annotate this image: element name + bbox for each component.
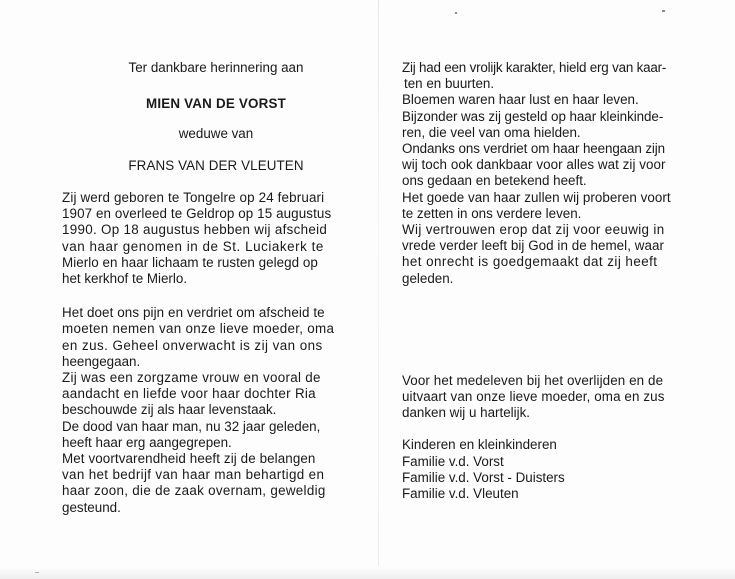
text-line: het onrecht is goedgemaakt dat zij heeft xyxy=(402,254,658,270)
text-line: vrede verder leeft bij God in de hemel, waar xyxy=(402,238,664,254)
text-line: 1907 en overleed te Geldrop op 15 augustus xyxy=(62,206,332,222)
text-line: Ondanks ons verdriet om haar heengaan zijn xyxy=(402,141,666,157)
text-line: gesteund. xyxy=(62,499,121,515)
text-line: Zij had een vrolijk karakter, hield erg van kaar- xyxy=(402,60,667,75)
text-line: ren, die veel van oma hielden. xyxy=(402,124,581,140)
text-line: Voor het medeleven bij het overlijden en de xyxy=(402,372,664,388)
text-line: geleden. xyxy=(402,270,454,286)
text-line: ten en buurten. xyxy=(404,76,495,92)
widow-of-label: weduwe van xyxy=(178,126,254,141)
biography-paragraph xyxy=(62,190,370,287)
fold-crease xyxy=(378,0,379,579)
thanks-paragraph xyxy=(402,373,702,422)
text-line: Het goede van haar zullen wij proberen voort xyxy=(402,189,671,205)
text-line: beschouwde zij als haar levenstaak. xyxy=(62,402,277,418)
text-line: Zij werd geboren te Tongelre op 24 februari xyxy=(62,190,325,205)
text-line: Met voortvarendheid heeft zij de belangen xyxy=(62,451,316,467)
signers-list xyxy=(402,437,702,502)
signer-line: Familie v.d. Vleuten xyxy=(402,486,519,502)
text-line: De dood van haar man, nu 32 jaar geleden, xyxy=(62,418,321,434)
text-line: heeft haar erg aangegrepen. xyxy=(62,434,232,450)
text-line: 1990. Op 18 augustus hebben wij afscheid xyxy=(62,222,328,238)
text-line: Het doet ons pijn en verdriet om afscheid te xyxy=(62,305,325,321)
text-line: aandacht en liefde voor haar dochter Ria xyxy=(62,386,316,402)
text-line: danken wij u hartelijk. xyxy=(402,405,531,421)
signer-line: Kinderen en kleinkinderen xyxy=(402,437,557,453)
text-line: Mierlo en haar lichaam te rusten gelegd op xyxy=(62,254,318,270)
text-line: Zij was een zorgzame vrouw en vooral de xyxy=(62,370,321,386)
text-line: Bloemen waren haar lust en haar leven. xyxy=(402,92,639,108)
scan-speck xyxy=(455,12,457,14)
text-line: ons gedaan en betekend heeft. xyxy=(402,173,587,189)
right-page xyxy=(402,60,702,502)
left-page xyxy=(62,60,370,516)
tribute-paragraph xyxy=(62,305,370,516)
text-line: Bijzonder was zij gesteld op haar kleinkinde- xyxy=(402,108,664,124)
signer-line: Familie v.d. Vorst xyxy=(402,453,504,469)
text-line: het kerkhof te Mierlo. xyxy=(62,271,188,287)
text-line: heengegaan. xyxy=(62,353,141,369)
text-line: van het bedrijf van haar man behartigd en xyxy=(62,467,325,483)
text-line: en zus. Geheel onverwacht is zij van ons xyxy=(62,337,323,353)
text-line: van haar genomen in de St. Luciakerk te xyxy=(62,238,324,254)
scan-shadow xyxy=(0,566,735,579)
text-line: haar zoon, die de zaak overnam, geweldig xyxy=(62,483,326,499)
scan-speck xyxy=(662,10,665,12)
text-line: uitvaart van onze lieve moeder, oma en zus xyxy=(402,389,665,405)
dedication-heading: Ter dankbare herinnering aan xyxy=(128,60,304,75)
text-line: wij toch ook dankbaar voor alles wat zij voor xyxy=(402,157,666,173)
husband-name: FRANS VAN DER VLEUTEN xyxy=(128,158,304,173)
text-line: Wij vertrouwen erop dat zij voor eeuwig in xyxy=(402,222,665,238)
character-paragraph xyxy=(402,60,702,287)
signer-line: Familie v.d. Vorst - Duisters xyxy=(402,469,565,485)
scan-speck xyxy=(35,572,39,573)
text-line: te zetten in ons verdere leven. xyxy=(402,205,582,221)
text-line: moeten nemen van onze lieve moeder, oma xyxy=(62,321,335,337)
deceased-name: MIEN VAN DE VORST xyxy=(145,96,287,111)
